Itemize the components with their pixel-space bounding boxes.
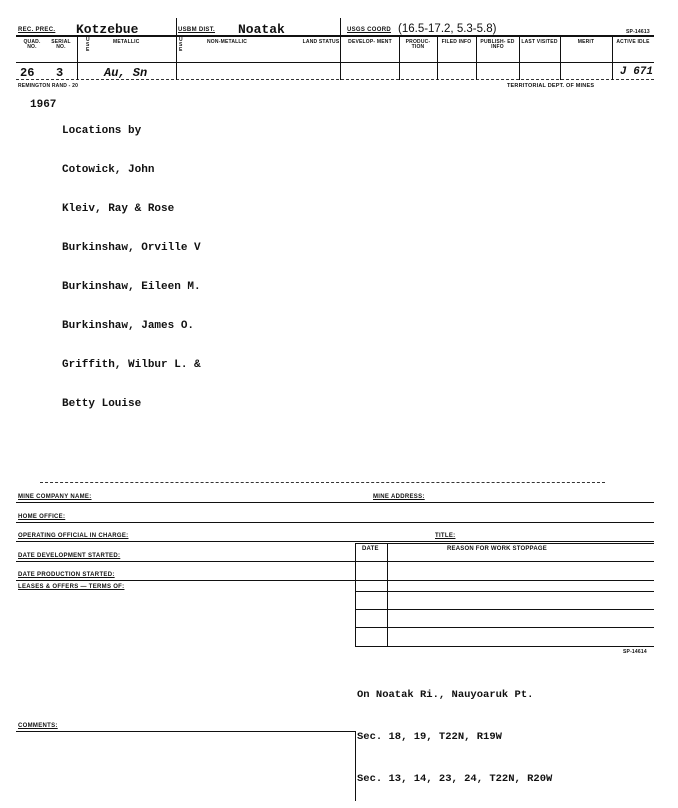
col-header-last-visited: LAST VISITED bbox=[521, 39, 558, 45]
active-idle-value: J 671 bbox=[620, 66, 654, 78]
serial-value: 3 bbox=[56, 66, 64, 80]
form-number-bottom: SP-14614 bbox=[623, 649, 647, 655]
col-divider bbox=[77, 36, 78, 80]
rec-prec-value: Kotzebue bbox=[76, 22, 139, 37]
comments-label: COMMENTS: bbox=[18, 723, 58, 729]
col-header-use-metallic: U S E bbox=[86, 37, 90, 53]
mine-company-rule bbox=[16, 502, 654, 503]
stoppage-row-rule bbox=[355, 591, 654, 592]
col-header-production: PRODUC- TION bbox=[405, 39, 431, 50]
col-header-published-info: PUBLISH- ED INFO bbox=[480, 39, 515, 50]
header-top-rule bbox=[16, 35, 654, 37]
quad-value: 26 bbox=[20, 66, 35, 80]
locations-line: Burkinshaw, James O. bbox=[62, 320, 195, 332]
operating-official-rule bbox=[16, 541, 654, 542]
notes-line: On Noatak Ri., Nauyoaruk Pt. bbox=[357, 689, 534, 701]
usgs-coord-value: (16.5-17.2, 5.3-5.8) bbox=[398, 23, 497, 35]
locations-line: Locations by bbox=[62, 125, 142, 137]
locations-line: Kleiv, Ray & Rose bbox=[62, 203, 175, 215]
date-development-label: DATE DEVELOPMENT STARTED: bbox=[18, 553, 121, 559]
date-production-label: DATE PRODUCTION STARTED: bbox=[18, 572, 115, 578]
col-header-land-status: LAND STATUS bbox=[302, 39, 340, 45]
notes-line: Sec. 13, 14, 23, 24, T22N, R20W bbox=[357, 773, 553, 785]
operating-official-label: OPERATING OFFICIAL IN CHARGE: bbox=[18, 533, 129, 539]
date-production-rule bbox=[16, 580, 654, 581]
header-mid-rule bbox=[16, 62, 654, 63]
notes-block bbox=[357, 660, 552, 800]
date-development-rule bbox=[16, 561, 654, 562]
usbm-dist-value: Noatak bbox=[238, 22, 285, 37]
stoppage-row-rule bbox=[355, 627, 654, 628]
locations-list bbox=[62, 99, 201, 437]
title-label: TITLE: bbox=[435, 533, 456, 539]
col-header-metallic: METALLIC bbox=[113, 39, 140, 45]
locations-line: Griffith, Wilbur L. & bbox=[62, 359, 201, 371]
mine-company-name-label: MINE COMPANY NAME: bbox=[18, 494, 92, 500]
usgs-coord-label: USGS COORD bbox=[347, 27, 392, 33]
stoppage-table-top bbox=[355, 543, 654, 544]
col-header-active-idle: ACTIVE IDLE bbox=[616, 39, 650, 45]
col-header-use-nonmetallic: U S E bbox=[179, 37, 183, 53]
comments-rule bbox=[16, 731, 355, 732]
rec-prec-label: REC. PREC. bbox=[18, 27, 56, 33]
locations-year: 1967 bbox=[30, 99, 57, 111]
locations-line: Burkinshaw, Eileen M. bbox=[62, 281, 201, 293]
comments-divider bbox=[355, 731, 356, 801]
notes-line: Sec. 18, 19, T22N, R19W bbox=[357, 731, 502, 743]
form-number-top: SP-14613 bbox=[626, 29, 650, 35]
col-header-development: DEVELOP- MENT bbox=[348, 39, 392, 45]
col-divider bbox=[340, 18, 341, 80]
home-office-label: HOME OFFICE: bbox=[18, 514, 66, 520]
territorial-dept: TERRITORIAL DEPT. OF MINES bbox=[507, 83, 595, 89]
locations-line: Betty Louise bbox=[62, 398, 142, 410]
col-divider bbox=[176, 18, 177, 80]
stoppage-table-left bbox=[355, 543, 356, 647]
stoppage-table-divider bbox=[387, 543, 388, 647]
date-col-header: DATE bbox=[362, 546, 379, 552]
locations-line: Burkinshaw, Orville V bbox=[62, 242, 201, 254]
col-header-quad: QUAD. NO. bbox=[23, 39, 41, 50]
col-header-nonmetallic: NON-METALLIC bbox=[207, 39, 248, 45]
perforation-rule bbox=[40, 482, 605, 483]
usbm-dist-label: USBM DIST. bbox=[178, 27, 216, 33]
col-header-merit: MERIT bbox=[577, 39, 595, 45]
col-header-serial: SERIAL NO. bbox=[51, 39, 71, 50]
printer-note: REMINGTON RAND - 20 bbox=[18, 83, 79, 89]
locations-line: Cotowick, John bbox=[62, 164, 155, 176]
home-office-rule bbox=[16, 522, 654, 523]
col-header-filed-info: FILED INFO bbox=[441, 39, 472, 45]
leases-label: LEASES & OFFERS — TERMS OF: bbox=[18, 584, 125, 590]
stoppage-row-rule bbox=[355, 609, 654, 610]
metallic-value: Au, Sn bbox=[104, 66, 148, 80]
mine-address-label: MINE ADDRESS: bbox=[373, 494, 425, 500]
stoppage-table-bottom bbox=[355, 646, 654, 647]
reason-col-header: REASON FOR WORK STOPPAGE bbox=[447, 546, 547, 552]
